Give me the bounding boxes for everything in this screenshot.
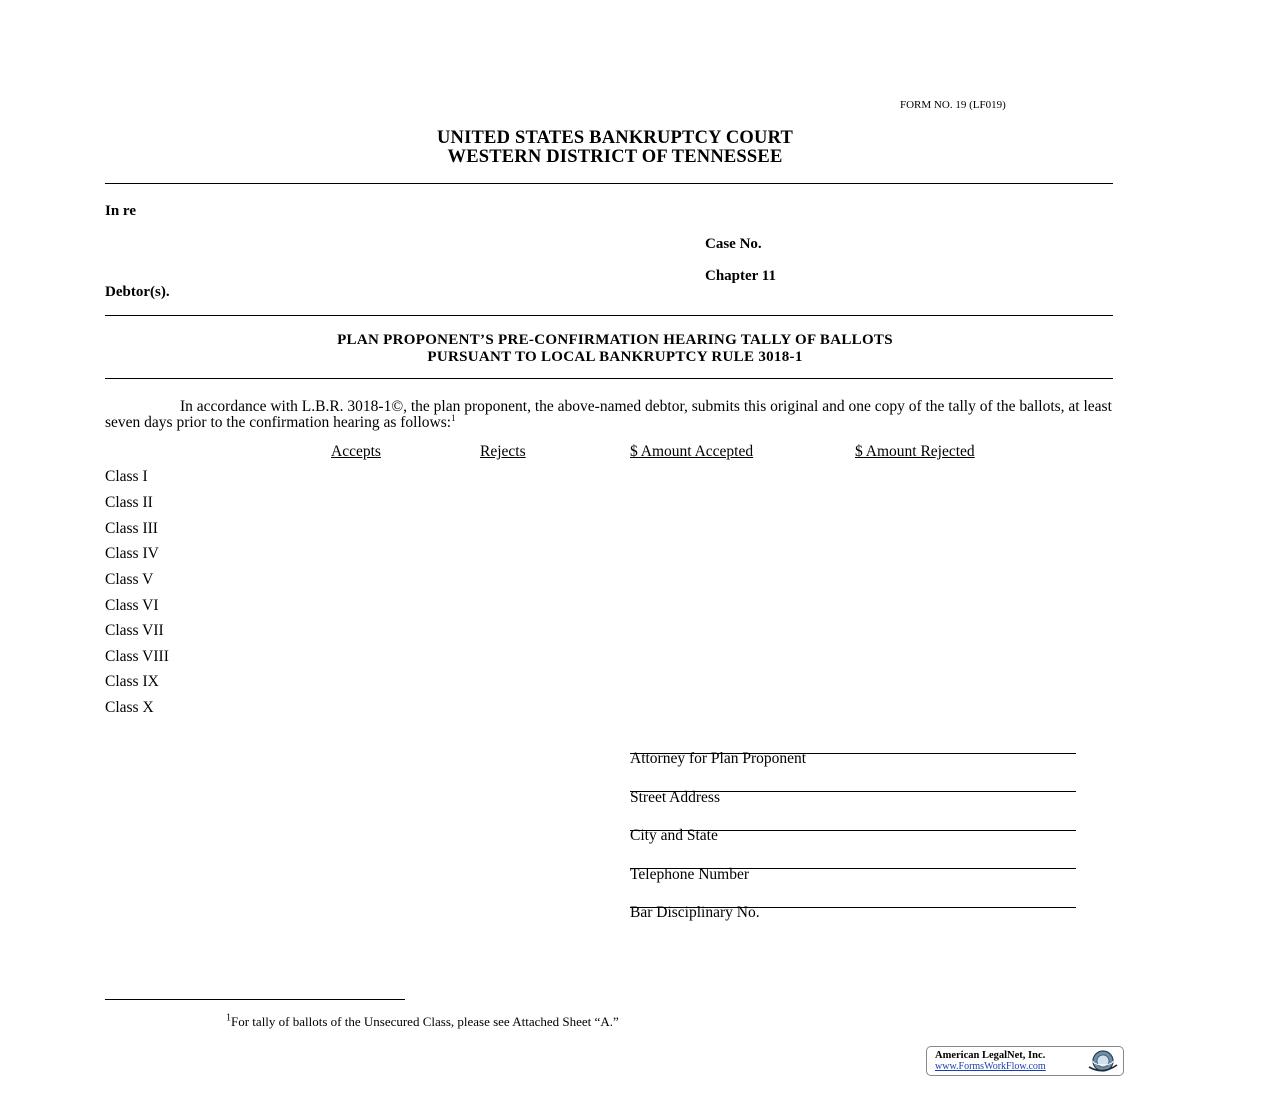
class-row-label: Class IX [105, 673, 159, 690]
document-title: PLAN PROPONENT’S PRE-CONFIRMATION HEARING TALLY OF BALLOTS [337, 332, 893, 348]
header-amount-rejected: $ Amount Rejected [855, 443, 975, 460]
document-subtitle: PURSUANT TO LOCAL BANKRUPTCY RULE 3018-1 [427, 349, 803, 365]
footnote-ref: 1 [451, 412, 456, 423]
telephone-label: Telephone Number [630, 866, 749, 883]
city-state-label: City and State [630, 827, 718, 844]
class-row-label: Class II [105, 494, 153, 511]
globe-logo-icon [1085, 1049, 1119, 1073]
header-amount-accepted: $ Amount Accepted [630, 443, 754, 460]
street-address-label: Street Address [630, 789, 720, 806]
intro-text: In accordance with L.B.R. 3018-1©, the plan proponent, the above-named debtor, submits this original and one copy of the tally of the ballots, at least seven days prior to the confirmation hearing as follows: [105, 398, 1112, 431]
vendor-link[interactable]: www.FormsWorkFlow.com [935, 1061, 1046, 1072]
footnote-text: For tally of ballots of the Unsecured Class, please see Attached Sheet “A.” [231, 1014, 619, 1029]
intro-paragraph [105, 399, 1135, 431]
chapter-label: Chapter 11 [705, 268, 776, 284]
court-district: WESTERN DISTRICT OF TENNESSEE [447, 147, 783, 167]
footnote-marker: 1 [226, 1012, 231, 1024]
class-row-label: Class X [105, 699, 154, 716]
header-rejects: Rejects [480, 443, 526, 460]
class-row-label: Class IV [105, 545, 159, 562]
case-no-label: Case No. [705, 236, 762, 252]
header-divider [105, 183, 1113, 184]
class-row-label: Class VIII [105, 648, 169, 665]
debtors-label: Debtor(s). [105, 284, 170, 300]
form-number: FORM NO. 19 (LF019) [900, 99, 1006, 111]
footnote [226, 1014, 619, 1030]
vendor-badge[interactable] [926, 1046, 1124, 1076]
footnote-divider [105, 999, 405, 1000]
title-divider [105, 378, 1113, 379]
class-row-label: Class III [105, 520, 158, 537]
vendor-name: American LegalNet, Inc. [935, 1050, 1046, 1061]
class-row-label: Class I [105, 468, 148, 485]
class-row-label: Class V [105, 571, 154, 588]
bar-number-label: Bar Disciplinary No. [630, 904, 760, 921]
caption-divider [105, 315, 1113, 316]
header-accepts: Accepts [331, 443, 381, 460]
attorney-label: Attorney for Plan Proponent [630, 750, 807, 767]
class-row-label: Class VII [105, 622, 164, 639]
court-name: UNITED STATES BANKRUPTCY COURT [436, 128, 794, 148]
in-re-label: In re [105, 203, 136, 219]
class-row-label: Class VI [105, 597, 159, 614]
